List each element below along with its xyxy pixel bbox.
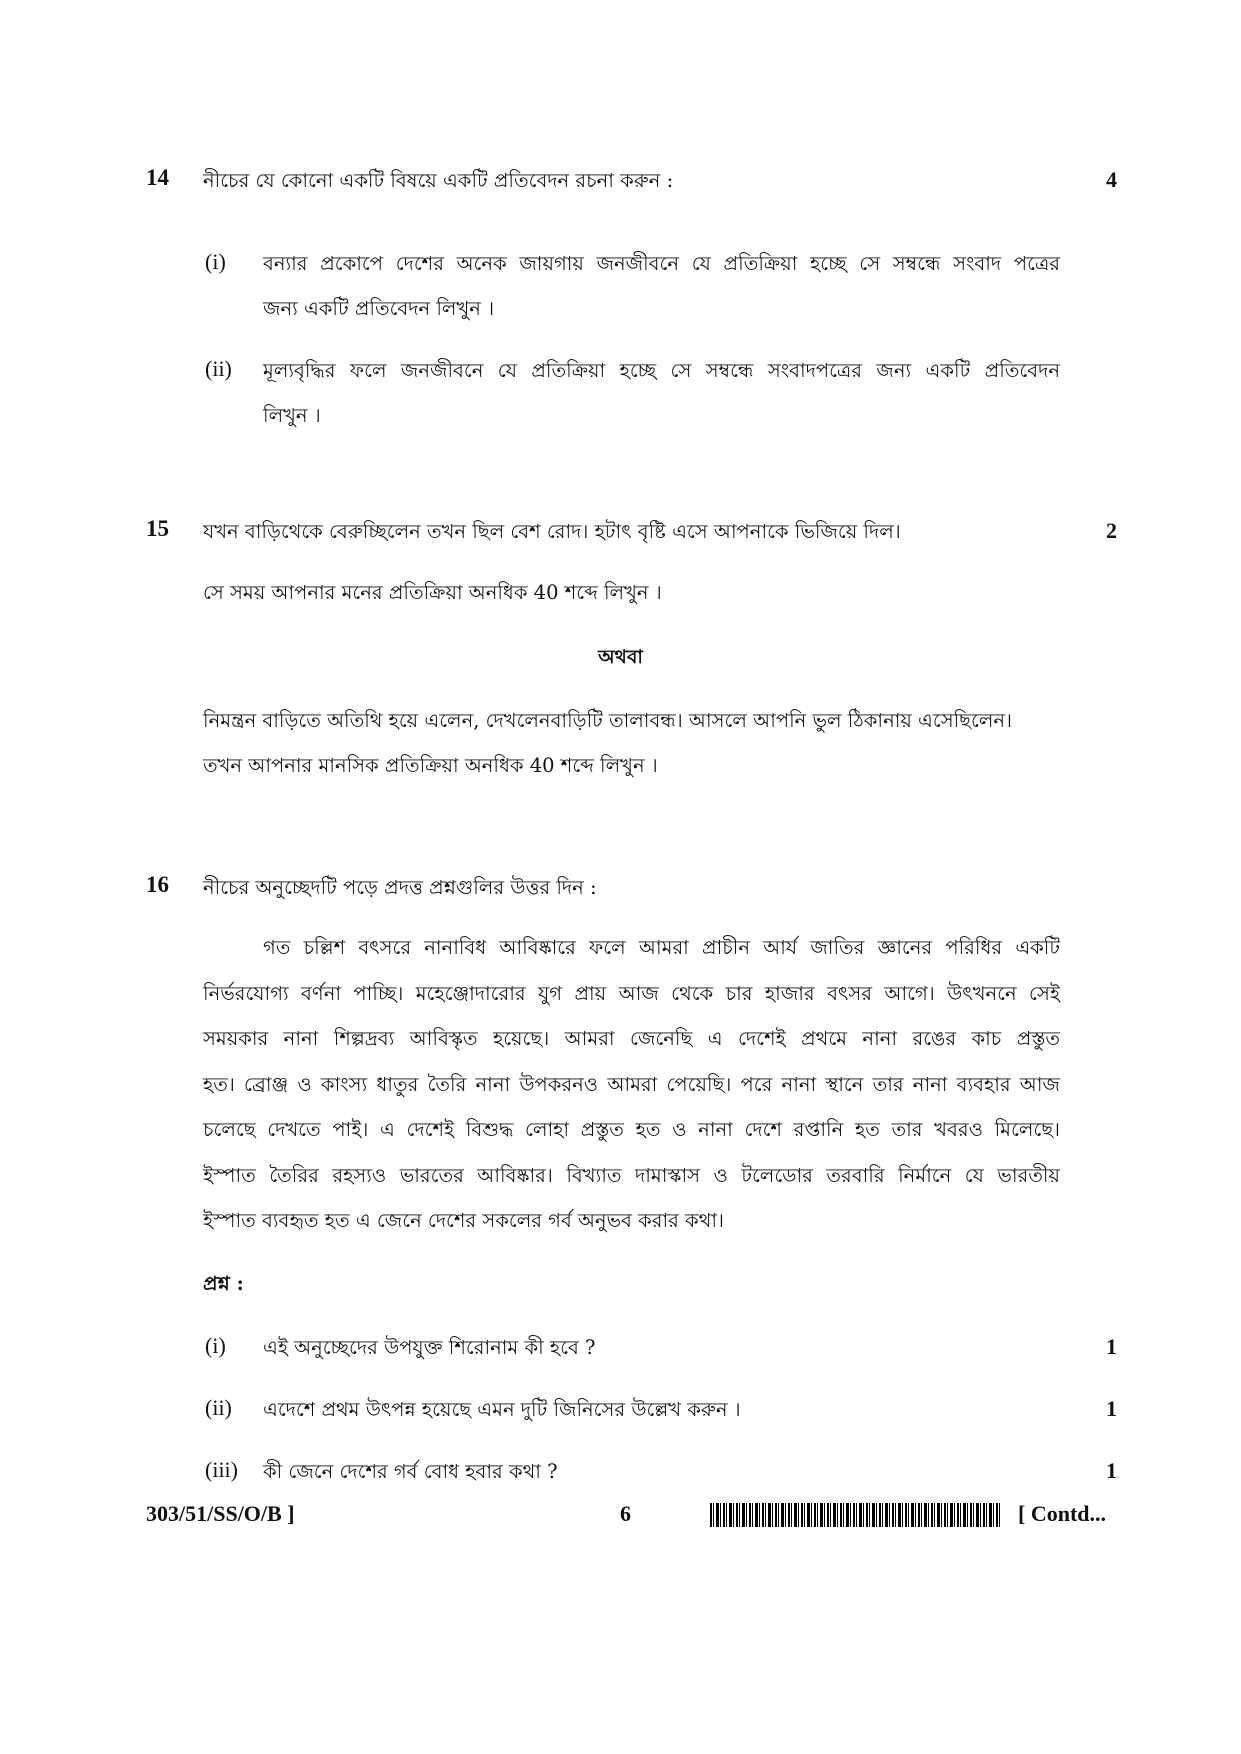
page-number: 6 (620, 1501, 631, 1526)
barcode (710, 1503, 1000, 1527)
question-14-option-ii-line1: মূল্যবৃদ্ধির ফলে জনজীবনে যে প্রতিক্রিয়া হচ্ছে সে সম্বন্ধে সংবাদপত্রের জন্য একটি প্রতিবেদন (263, 359, 1060, 382)
passage-line: ইস্পাত ব্যবহৃত হত এ জেনে দেশের সকলের গর্ব অনুভব করার কথা। (203, 1209, 724, 1232)
passage-line: গত চল্লিশ বৎসরে নানাবিধ আবিষ্কারে ফলে আমরা প্রাচীন আর্য জাতির জ্ঞানের পরিধির একটি (263, 936, 1060, 959)
question-16-passage (203, 925, 1060, 1244)
sub-question-ii-text: এদেশে প্রথম উৎপন্ন হয়েছে এমন দুটি জিনিসের উল্লেখ করুন । (263, 1398, 741, 1421)
passage-line: সময়কার নানা শিল্পদ্রব্য আবিস্কৃত হয়েছে। আমরা জেনেছি এ দেশেই প্রথমে নানা রঙের কাচ প্রস্তুত (203, 1027, 1060, 1050)
question-14-prompt: নীচের যে কোনো একটি বিষয়ে একটি প্রতিবেদন রচনা করুন : (203, 169, 674, 192)
continued-label: [ Contd... (1018, 1501, 1107, 1526)
passage-line: নির্ভরযোগ্য বর্ণনা পাচ্ছি। মহেঞ্জোদারোর যুগ প্রায় আজ থেকে চার হাজার বৎসর আগে। উৎখননে সেই (203, 981, 1060, 1005)
or-label: অথবা (598, 646, 643, 668)
question-15-number: 15 (146, 516, 169, 541)
question-16-number: 16 (146, 872, 169, 897)
question-15-alt-line1: নিমন্ত্রন বাড়িতে অতিথি হয়ে এলেন, দেখলেনবাড়িটি তালাবন্ধ। আসলে আপনি ভুল ঠিকানায় এসেছিলেন। (203, 709, 1012, 732)
question-14-option-ii-label: (ii) (205, 356, 232, 381)
question-14-option-i-label: (i) (205, 249, 226, 274)
sub-question-iii-marks: 1 (1106, 1458, 1117, 1483)
passage-line: ইস্পাত তৈরির রহস্যও ভারতের আবিষ্কার। বিখ্যাত দামাস্কাস ও টলেডোর তরবারি নির্মানে যে ভারতীয় (203, 1163, 1060, 1187)
question-14-option-ii-line2: লিখুন । (263, 404, 321, 427)
sub-question-ii-label: (ii) (205, 1395, 232, 1420)
sub-question-i-text: এই অনুচ্ছেদের উপযুক্ত শিরোনাম কী হবে ? (263, 1336, 596, 1359)
question-15-alt-line2: তখন আপনার মানসিক প্রতিক্রিয়া অনধিক 40 শব্দে লিখুন । (203, 754, 658, 777)
sub-question-ii-marks: 1 (1106, 1396, 1117, 1421)
passage-line: চলেছে দেখতে পাই। এ দেশেই বিশুদ্ধ লোহা প্রস্তুত হত ও নানা দেশে রপ্তানি হত তার খবরও মিলেছে। (203, 1118, 1060, 1141)
sub-question-i-marks: 1 (1106, 1334, 1117, 1359)
sub-question-iii-label: (iii) (205, 1457, 238, 1482)
passage-line: হত। ব্রোঞ্জ ও কাংস্য ধাতুর তৈরি নানা উপকরনও আমরা পেয়েছি। পরে নানা স্থানে তার নানা ব্যবহার আজ (203, 1072, 1060, 1096)
question-14-marks: 4 (1106, 167, 1117, 192)
question-14-option-i-line1: বন্যার প্রকোপে দেশের অনেক জায়গায় জনজীবনে যে প্রতিক্রিয়া হচ্ছে সে সম্বন্ধে সংবাদ পত্রের (263, 252, 1060, 275)
question-14-option-i-line2: জন্য একটি প্রতিবেদন লিখুন । (263, 297, 495, 320)
question-15-marks: 2 (1106, 518, 1117, 543)
question-15-line2: সে সময় আপনার মনের প্রতিক্রিয়া অনধিক 40 শব্দে লিখুন । (203, 581, 662, 604)
questions-label: প্রশ্ন : (203, 1272, 244, 1295)
paper-code: 303/51/SS/O/B ] (146, 1501, 295, 1526)
question-16-prompt: নীচের অনুচ্ছেদটি পড়ে প্রদত্ত প্রশ্নগুলির উত্তর দিন : (203, 876, 597, 899)
sub-question-iii-text: কী জেনে দেশের গর্ব বোধ হবার কথা ? (263, 1460, 558, 1483)
question-15-line1: যখন বাড়িথেকে বেরুচ্ছিলেন তখন ছিল বেশ রোদ। হটাৎ বৃষ্টি এসে আপনাকে ভিজিয়ে দিল। (203, 520, 901, 543)
question-14-number: 14 (146, 165, 169, 190)
sub-question-i-label: (i) (205, 1333, 226, 1358)
